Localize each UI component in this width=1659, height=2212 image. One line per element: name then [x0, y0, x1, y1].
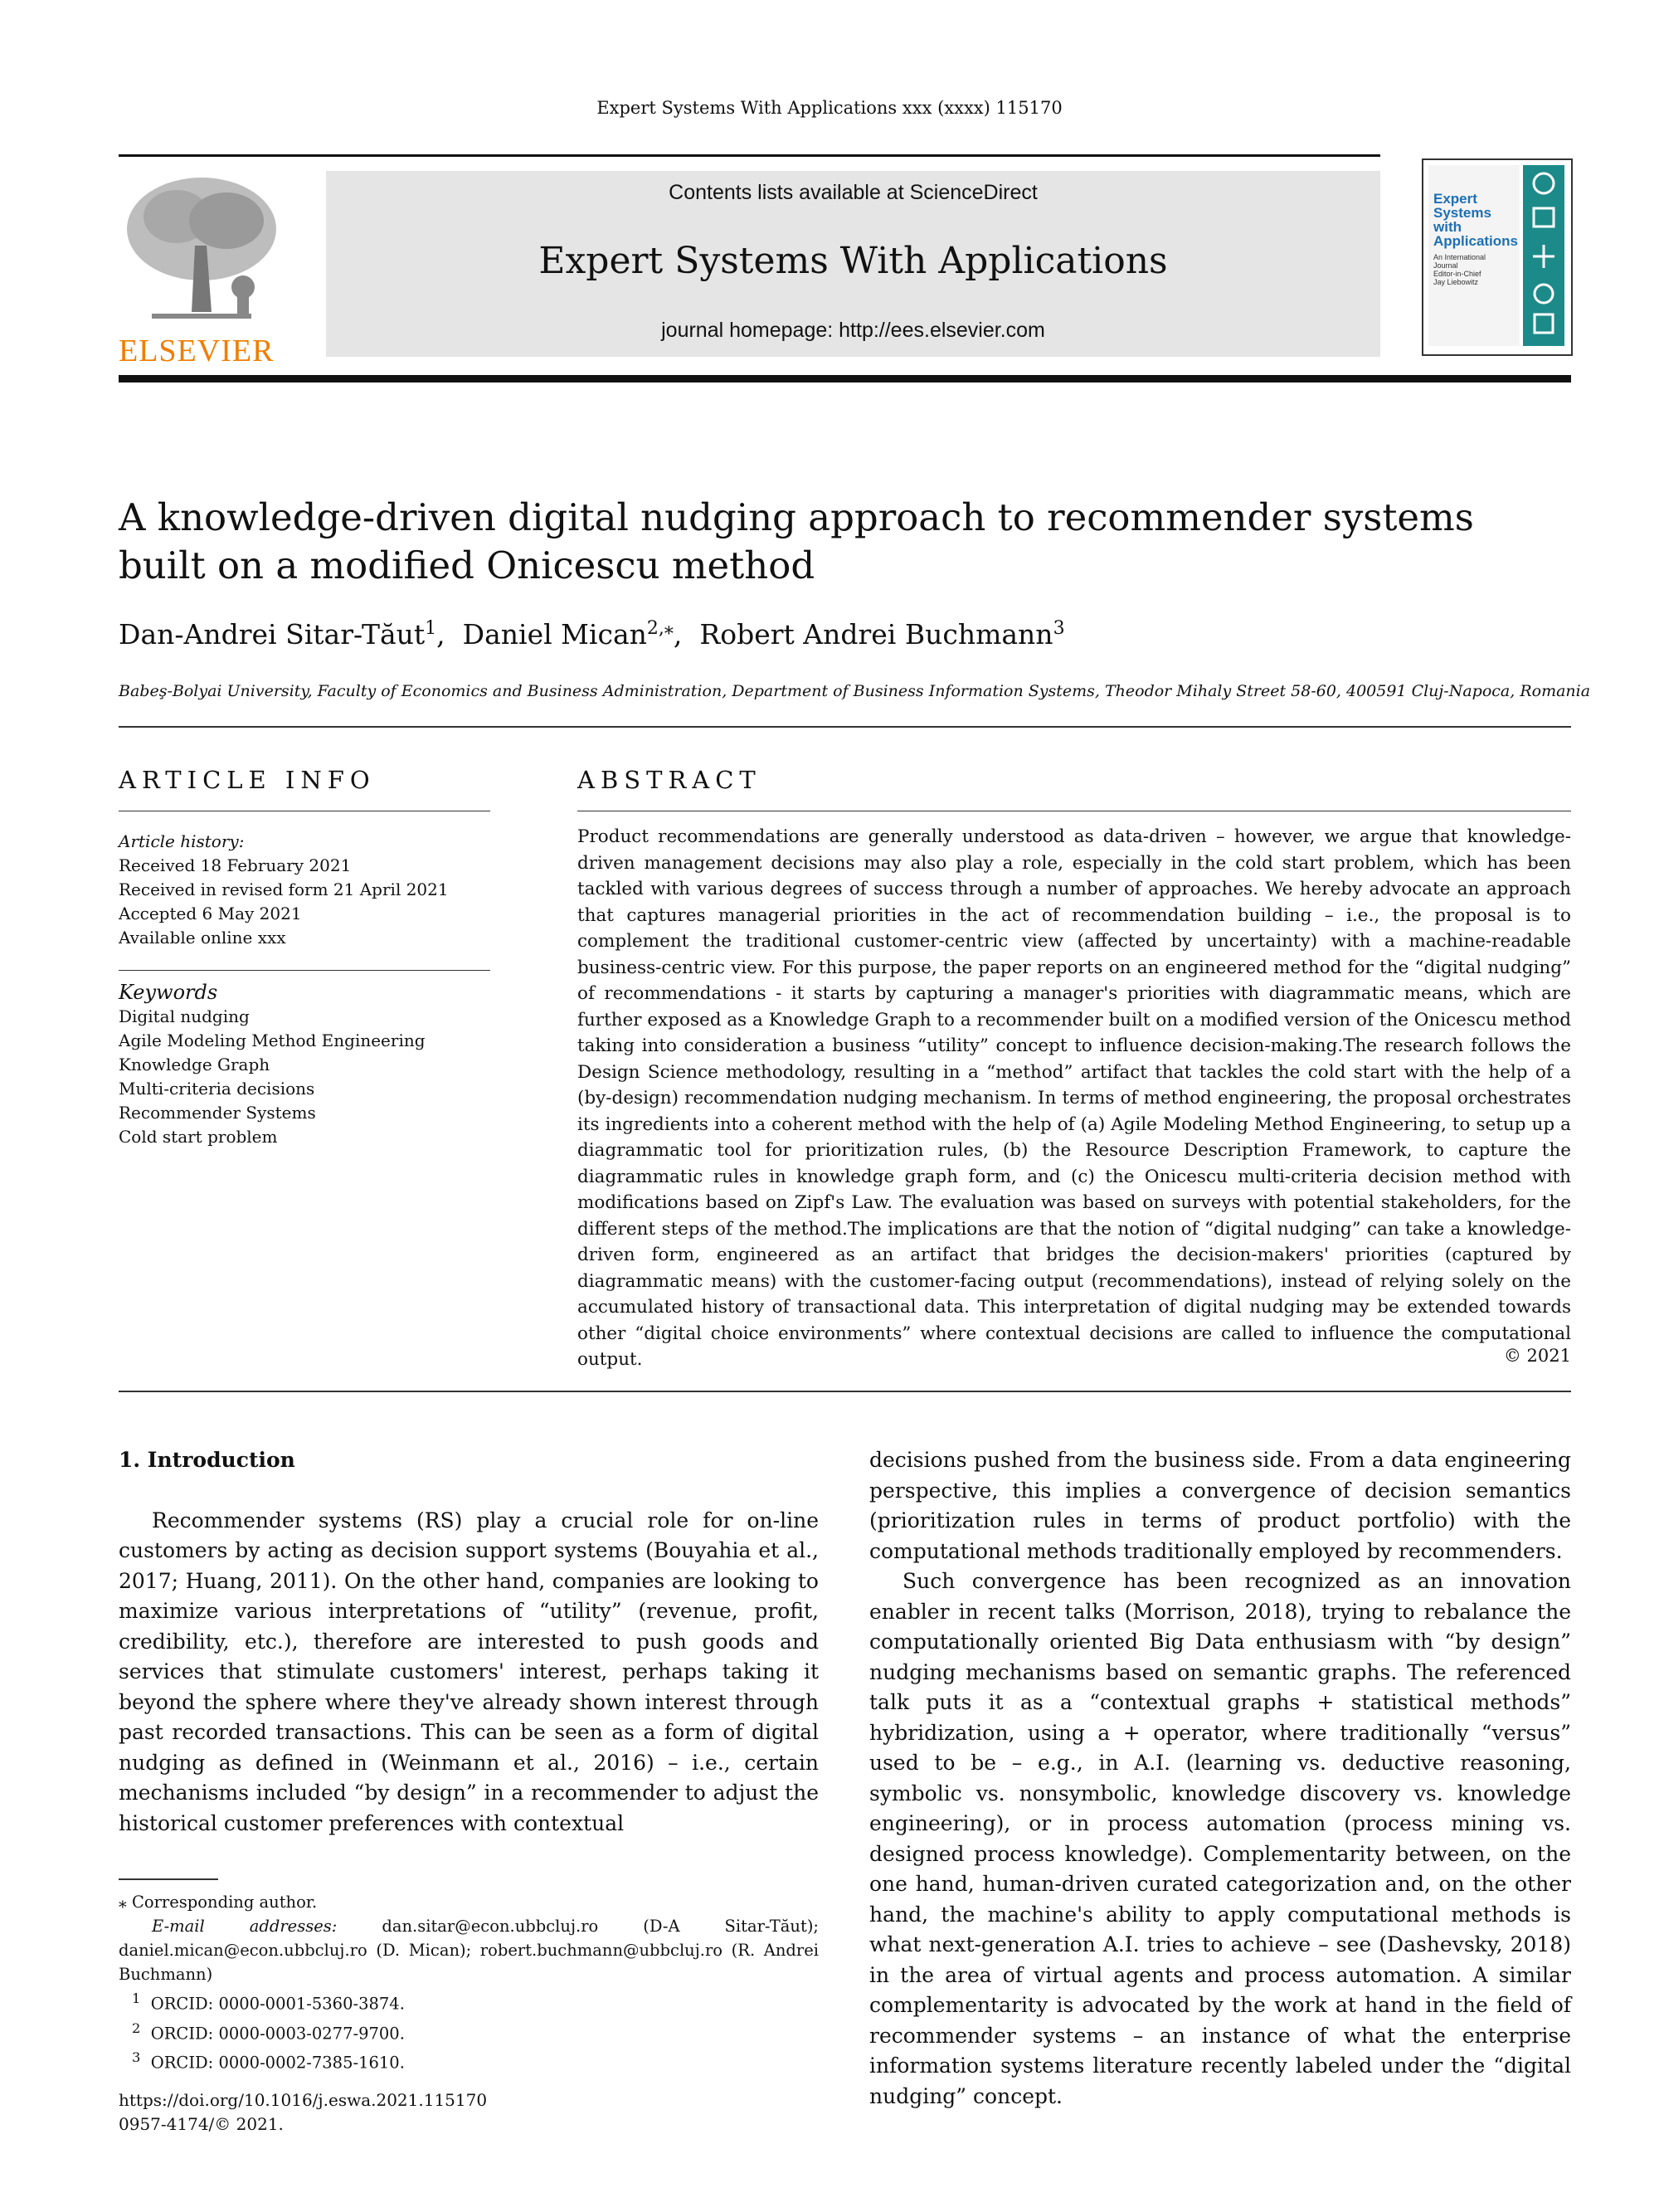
cover-title: Expert Systems with Applications — [1433, 191, 1519, 249]
keyword[interactable]: Cold start problem — [119, 1127, 278, 1147]
corresponding-author-note: ⁎ Corresponding author. — [119, 1893, 318, 1912]
orcid-note: $^1$ ORCID: 0000-0001-5360-3874. — [132, 1990, 405, 2014]
email-note — [119, 1914, 819, 1986]
running-head: Expert Systems With Applications xxx (xxxx) 115170 — [596, 98, 1063, 118]
history-received: Received 18 February 2021 — [119, 855, 352, 875]
keyword[interactable]: Digital nudging — [119, 1006, 250, 1026]
keyword[interactable]: Recommender Systems — [119, 1103, 316, 1123]
journal-homepage-link[interactable]: journal homepage: http://ees.elsevier.com — [661, 319, 1045, 342]
abstract-heading: ABSTRACT — [577, 766, 761, 794]
journal-name: Expert Systems With Applications — [538, 240, 1168, 282]
body-column-right — [869, 1445, 1571, 2112]
author-name[interactable]: Dan-Andrei Sitar-Tăut — [119, 618, 426, 650]
issn-line: 0957-4174/© 2021. — [119, 2114, 284, 2134]
affiliation: Babeş-Bolyai University, Faculty of Economics and Business Administration, Department of Business Information Systems, Theodor Mihaly Street 58-60, 400591 Cluj-Napoca, Romania — [119, 682, 1591, 700]
article-info — [119, 830, 490, 1149]
author-name[interactable]: Robert Andrei Buchmann — [699, 618, 1053, 650]
author-affil-mark: 1 — [425, 618, 437, 639]
cover-icons — [1523, 165, 1564, 346]
journal-cover-thumbnail — [1422, 158, 1573, 356]
abstract-copyright: © 2021 — [1503, 1346, 1571, 1366]
keyword[interactable]: Multi-criteria decisions — [119, 1079, 315, 1099]
journal-banner — [326, 171, 1380, 357]
abstract-text: Product recommendations are generally understood as data-driven – however, we argue that knowledge-driven management decisions may also play a role, especially in the cold start problem, which has been tackled with various degrees of success through a number of approaches. We hereby advocate an approach that captures managerial priorities in the act of recommendation building – i.e., the proposal is to complement the traditional customer-centric view (affected by uncertainty) with a machine-readable business-centric view. For this purpose, the paper reports on an engineered method for the “digital nudging” of recommendations - it starts by capturing a manager's priorities with diagrammatic means, which are further exposed as a Knowledge Graph to a recommender built on a modified version of the Onicescu method taking into consideration a business “utility” concept to influence decision-making.The research follows the Design Science methodology, resulting in a “method” artifact that tackles the cold start with the help of a (by-design) recommendation nudging mechanism. In terms of method engineering, the proposal orchestrates its ingredients into a coherent method with the help of (a) Agile Modeling Method Engineering, to setup up a diagrammatic tool for prioritization rules, (b) the Resource Description Framework, to capture the diagrammatic rules in knowledge graph form, and (c) the Onicescu multi-criteria decision method with modifications based on Zipf's Law. The evaluation was based on surveys with potential stakeholders, for the different steps of the method.The implications are that the notion of “digital nudging” can take a knowledge-driven form, engineered as an artifact that bridges the decision-makers' priorities (captured by diagrammatic means) with the customer-facing output (recommendations), instead of relying solely on the accumulated history of transactional data. This interpretation of digital nudging may be extended towards other “digital choice environments” where contextual decisions are called to influence the computational output. — [577, 826, 1571, 1370]
author-list: Dan-Andrei Sitar-Tăut$^1$, Daniel Mican$^{2,⁎}$, Robert Andrei Buchmann$^3$ — [119, 618, 1065, 650]
body-column-left — [119, 1445, 819, 1839]
affiliation-rule — [119, 726, 1571, 728]
email-addresses[interactable]: dan.sitar@econ.ubbcluj.ro (D-A Sitar-Tăut); daniel.mican@econ.ubbcluj.ro (D. Mican); robert.buchmann@ubbcluj.ro (R. Andrei Buchmann) — [119, 1917, 819, 1984]
keywords-label: Keywords — [119, 981, 218, 1004]
abstract-end-rule — [119, 1391, 1571, 1392]
elsevier-wordmark: ELSEVIER — [119, 334, 275, 368]
doi-link[interactable]: https://doi.org/10.1016/j.eswa.2021.115170 — [119, 2090, 488, 2110]
keyword[interactable]: Knowledge Graph — [119, 1055, 270, 1074]
email-label: E-mail addresses: — [152, 1917, 338, 1936]
footnote-rule — [119, 1878, 218, 1880]
orcid-note: $^3$ ORCID: 0000-0002-7385-1610. — [132, 2049, 405, 2073]
keyword[interactable]: Agile Modeling Method Engineering — [119, 1030, 426, 1050]
paragraph: decisions pushed from the business side. From a data engineering perspective, this implies a convergence of decision semantics (prioritization rules in terms of product portfolio) with the computational methods traditionally employed by recommenders. — [869, 1448, 1571, 1563]
contents-line: Contents lists available at ScienceDirect — [669, 181, 1038, 204]
keywords-rule — [119, 970, 490, 971]
orcid-id[interactable]: ORCID: 0000-0001-5360-3874. — [150, 1994, 405, 2014]
author-affil-mark: 2,⁎ — [646, 618, 674, 639]
orcid-id[interactable]: ORCID: 0000-0003-0277-9700. — [150, 2024, 405, 2043]
section-heading: 1. Introduction — [119, 1448, 295, 1472]
orcid-note: $^2$ ORCID: 0000-0003-0277-9700. — [132, 2020, 405, 2043]
cover-icon-strip — [1523, 165, 1564, 346]
article-info-heading: ARTICLE INFO — [119, 766, 376, 794]
orcid-id[interactable]: ORCID: 0000-0002-7385-1610. — [150, 2053, 405, 2073]
history-online: Available online xxx — [119, 928, 286, 948]
header-thick-rule — [119, 375, 1571, 382]
history-revised: Received in revised form 21 April 2021 — [119, 879, 449, 899]
paper-title: A knowledge-driven digital nudging approach to recommender systems built on a modified Onicescu method — [119, 495, 1474, 587]
author-affil-mark: 3 — [1053, 618, 1065, 639]
elsevier-logo — [119, 171, 297, 368]
footnotes — [119, 1890, 819, 2075]
history-label: Article history: — [119, 831, 245, 851]
paragraph: Such convergence has been recognized as an innovation enabler in recent talks (Morrison, 2018), trying to rebalance the computationally oriented Big Data enthusiasm with “by design” nudging mechanisms based on semantic graphs. The referenced talk puts it as a “contextual graphs + statistical methods” hybridization, using a + operator, where traditionally “versus” used to be – e.g., in A.I. (learning vs. deductive reasoning, symbolic vs. nonsymbolic, knowledge discovery vs. knowledge engineering), or in process automation (process mining vs. designed process knowledge). Complementarity between, on the one hand, human-driven curated categorization and, on the other hand, the machine's ability to apply computational methods is what next-generation A.I. tries to achieve – see (Dashevsky, 2018) in the area of virtual agents and process automation. A similar complementarity is advocated by the work at hand in the field of recommender systems – an instance of what the enterprise information systems literature recently labeled under the “digital nudging” concept. — [869, 1569, 1571, 2108]
cover-subtitle: An International Journal Editor-in-Chief Jay Liebowitz — [1433, 253, 1486, 286]
page-footer — [119, 2088, 487, 2136]
history-accepted: Accepted 6 May 2021 — [119, 904, 302, 923]
paragraph: Recommender systems (RS) play a crucial role for on-line customers by acting as decision support systems (Bouyahia et al., 2017; Huang, 2011). On the other hand, companies are looking to maximize various interpretations of “utility” (revenue, profit, credibility, etc.), therefore are interested to push goods and services that stimulate customers' interest, perhaps taking it beyond the sphere where they've already shown interest through past recorded transactions. This can be seen as a form of digital nudging as defined in (Weinmann et al., 2016) – i.e., certain mechanisms included “by design” in a recommender to adjust the historical customer preferences with contextual — [119, 1508, 819, 1835]
author-name[interactable]: Daniel Mican — [462, 618, 647, 650]
header-rule — [119, 154, 1380, 157]
elsevier-tree-icon — [119, 171, 285, 324]
